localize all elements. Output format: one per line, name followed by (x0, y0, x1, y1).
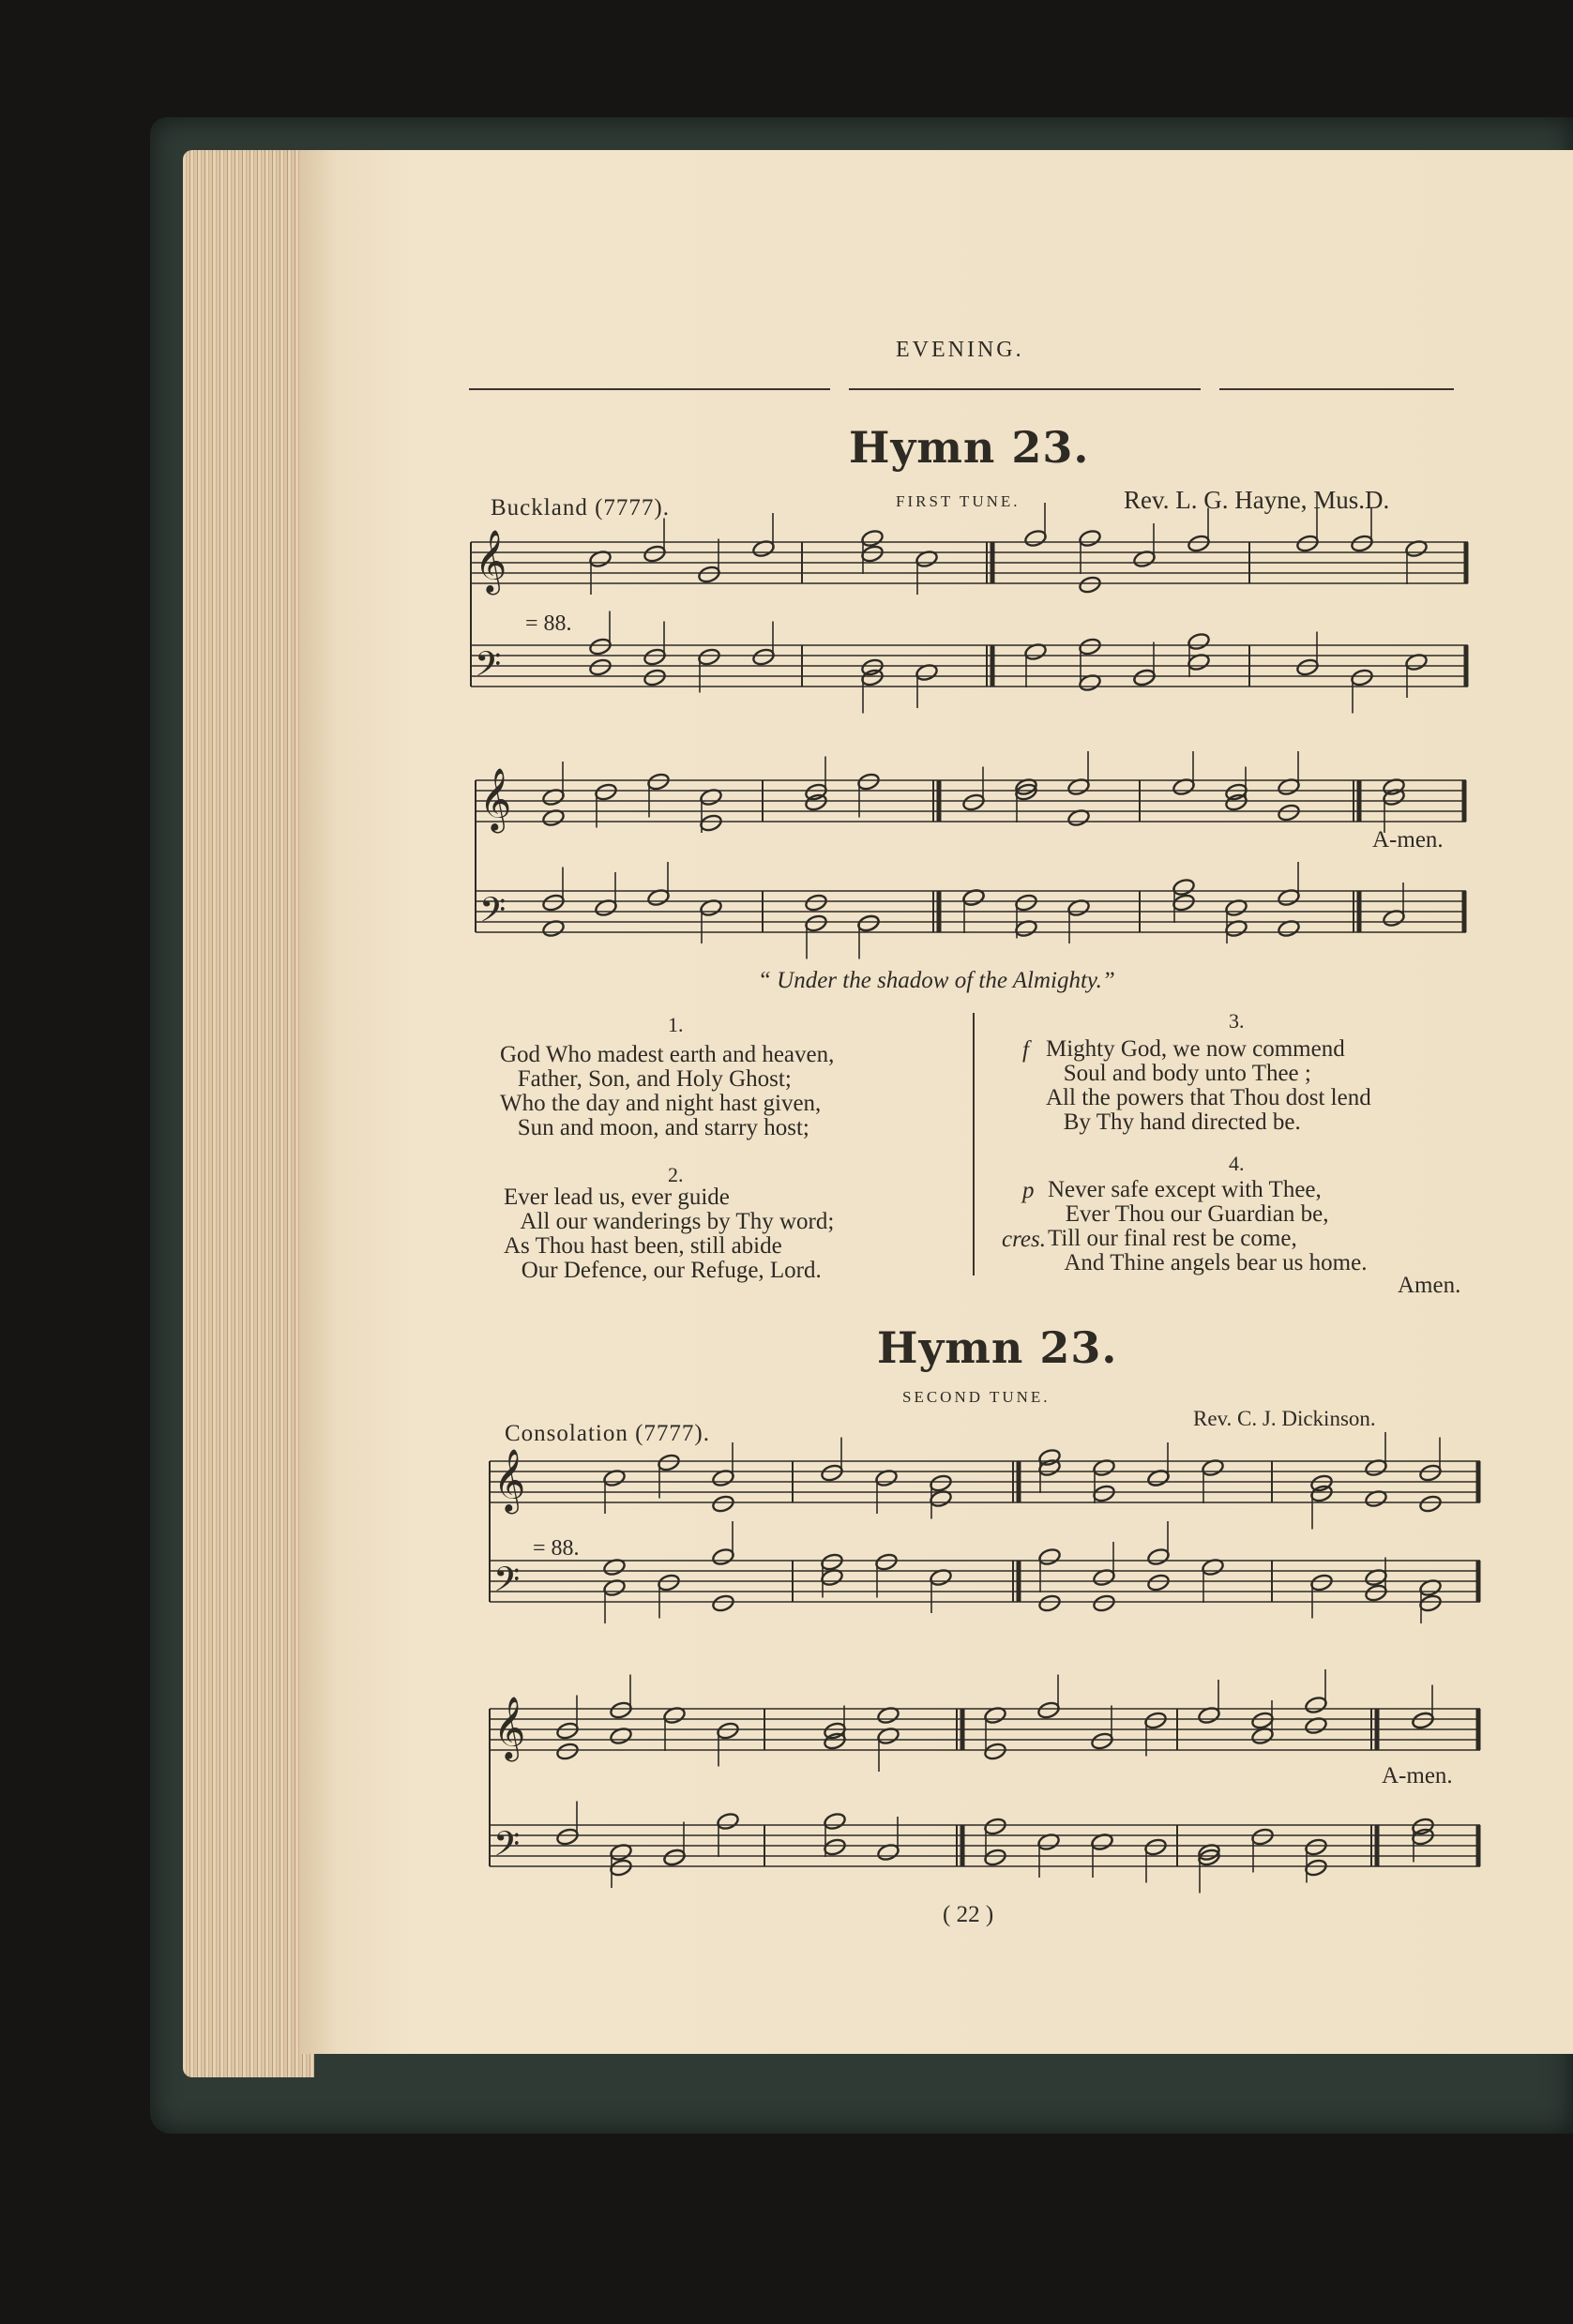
hymn-title: Hymn 23. (877, 1322, 1118, 1373)
note-head (804, 792, 827, 812)
tempo-mark: = 88. (525, 611, 572, 636)
note-head (1092, 1593, 1115, 1613)
music-system (488, 1444, 1480, 1622)
tune-name: Buckland (7777). (491, 495, 670, 521)
treble-clef: 𝄞 (479, 766, 512, 831)
note-head (1036, 1700, 1060, 1720)
stanza-text: Mighty God, we now commend Soul and body unto Thee ; All the powers that Thou dost lend By Thy hand directed be. (1046, 1036, 1371, 1135)
music-system (488, 1688, 1480, 1880)
note-head (1418, 1463, 1442, 1483)
note-head (643, 647, 666, 667)
bass-clef: 𝄢 (475, 644, 502, 693)
dynamic-mark: p (1022, 1178, 1035, 1203)
note-head (929, 1473, 952, 1493)
note-head (1277, 803, 1300, 822)
note-head (541, 893, 565, 913)
note-head (555, 1827, 579, 1847)
note-head (711, 1494, 734, 1514)
note-head (804, 913, 827, 933)
note-head (711, 1547, 734, 1567)
note-head (860, 529, 884, 549)
note-head (1078, 529, 1101, 549)
note-head (1250, 1711, 1274, 1730)
note-head (1172, 878, 1195, 898)
note-head (1146, 1547, 1170, 1567)
note-head (1014, 893, 1037, 913)
note-head (1295, 534, 1319, 553)
note-head (751, 647, 775, 667)
note-head (961, 792, 985, 812)
note-head (716, 1812, 739, 1832)
note-head (1187, 632, 1210, 652)
note-head (1146, 1573, 1170, 1592)
note-head (1309, 1473, 1333, 1493)
note-head (1224, 782, 1248, 802)
note-head (804, 893, 827, 913)
note-head (662, 1848, 686, 1867)
note-head (716, 1721, 739, 1741)
note-head (1250, 1827, 1274, 1847)
stanza-number: 2. (668, 1163, 684, 1186)
note-head (646, 772, 670, 792)
note-head (983, 1848, 1006, 1867)
stanza-number: 4. (1229, 1152, 1245, 1175)
note-head (699, 813, 722, 833)
note-head (856, 772, 880, 792)
tempo-mark: = 88. (533, 1536, 580, 1561)
note-head (1132, 668, 1156, 687)
note-head (1309, 1573, 1333, 1592)
note-head (1078, 637, 1101, 656)
tune-label: SECOND TUNE. (902, 1388, 1051, 1406)
tune-author: Rev. C. J. Dickinson. (1193, 1407, 1376, 1430)
note-head (588, 657, 612, 677)
note-head (594, 782, 617, 802)
note-head (856, 913, 880, 933)
stanza-text: Ever lead us, ever guide All our wanderings by Thy word; As Thou hast been, still abide Our Defence, our Refuge, Lord. (504, 1185, 835, 1283)
note-head (1350, 668, 1373, 687)
note-head (1090, 1731, 1113, 1751)
note-head (860, 657, 884, 677)
note-head (711, 1593, 734, 1613)
music-system (469, 525, 1468, 703)
bass-clef: 𝄢 (479, 890, 507, 939)
bass-clef: 𝄢 (493, 1560, 521, 1608)
note-head (1037, 1593, 1061, 1613)
motto: “ Under the shadow of the Almighty.” (758, 968, 1115, 993)
note-head (983, 1817, 1006, 1836)
note-head (609, 1700, 632, 1720)
note-head (1411, 1827, 1434, 1847)
header-rule (849, 388, 1201, 390)
page-number: ( 22 ) (943, 1902, 994, 1927)
stanza-text: Never safe except with Thee, Ever Thou our Guardian be, Till our final rest be come, And Thine angels bear us home. (1048, 1177, 1368, 1275)
note-head (555, 1742, 579, 1761)
note-head (1418, 1593, 1442, 1613)
note-head (1295, 657, 1319, 677)
note-head (820, 1463, 843, 1483)
column-divider (973, 1013, 975, 1275)
page-edges (183, 150, 314, 2077)
note-head (697, 565, 720, 584)
note-head (983, 1742, 1006, 1761)
note-head (1411, 1711, 1434, 1730)
note-head (1418, 1494, 1442, 1514)
hymn-title: Hymn 23. (849, 422, 1090, 473)
note-head (1304, 1696, 1327, 1715)
header-rule (1219, 388, 1454, 390)
note-head (1304, 1837, 1327, 1857)
treble-clef: 𝄞 (493, 1447, 526, 1512)
note-head (1187, 534, 1210, 553)
note-head (609, 1858, 632, 1878)
bass-clef: 𝄢 (493, 1824, 521, 1873)
note-head (823, 1721, 846, 1741)
dynamic-mark: cres. (1002, 1227, 1046, 1252)
music-system (474, 760, 1466, 947)
stanza-number: 1. (668, 1013, 684, 1036)
note-head (657, 1453, 680, 1472)
note-head (1078, 575, 1101, 595)
note-head (820, 1552, 843, 1572)
note-head (1023, 529, 1047, 549)
header-rule (469, 388, 830, 390)
dynamic-mark: f (1022, 1037, 1029, 1063)
note-head (1172, 893, 1195, 913)
amen-label: A-men. (1372, 827, 1444, 853)
note-head (1350, 534, 1373, 553)
note-head (823, 1837, 846, 1857)
tune-author: Rev. L. G. Hayne, Mus.D. (1124, 486, 1390, 514)
note-head (555, 1721, 579, 1741)
stanza-number: 3. (1229, 1009, 1245, 1033)
note-head (823, 1812, 846, 1832)
note-head (1304, 1858, 1327, 1878)
note-head (1364, 1583, 1387, 1603)
verse-amen: Amen. (1398, 1273, 1461, 1298)
note-head (657, 1573, 680, 1592)
note-head (643, 668, 666, 687)
note-head (1143, 1711, 1167, 1730)
treble-clef: 𝄞 (493, 1695, 526, 1759)
note-head (1143, 1837, 1167, 1857)
note-head (860, 544, 884, 564)
note-head (697, 647, 720, 667)
amen-label: A-men. (1382, 1763, 1453, 1788)
stanza-text: God Who madest earth and heaven, Father, Son, and Holy Ghost; Who the day and night hast given, Sun and moon, and starry host; (500, 1042, 835, 1140)
note-head (643, 544, 666, 564)
note-head (1037, 1547, 1061, 1567)
tune-label: FIRST TUNE. (896, 492, 1021, 510)
note-head (874, 1552, 898, 1572)
treble-clef: 𝄞 (475, 528, 507, 593)
note-head (588, 637, 612, 656)
running-head: EVENING. (896, 338, 1024, 362)
note-head (1092, 1484, 1115, 1503)
tune-name: Consolation (7777). (505, 1421, 710, 1446)
